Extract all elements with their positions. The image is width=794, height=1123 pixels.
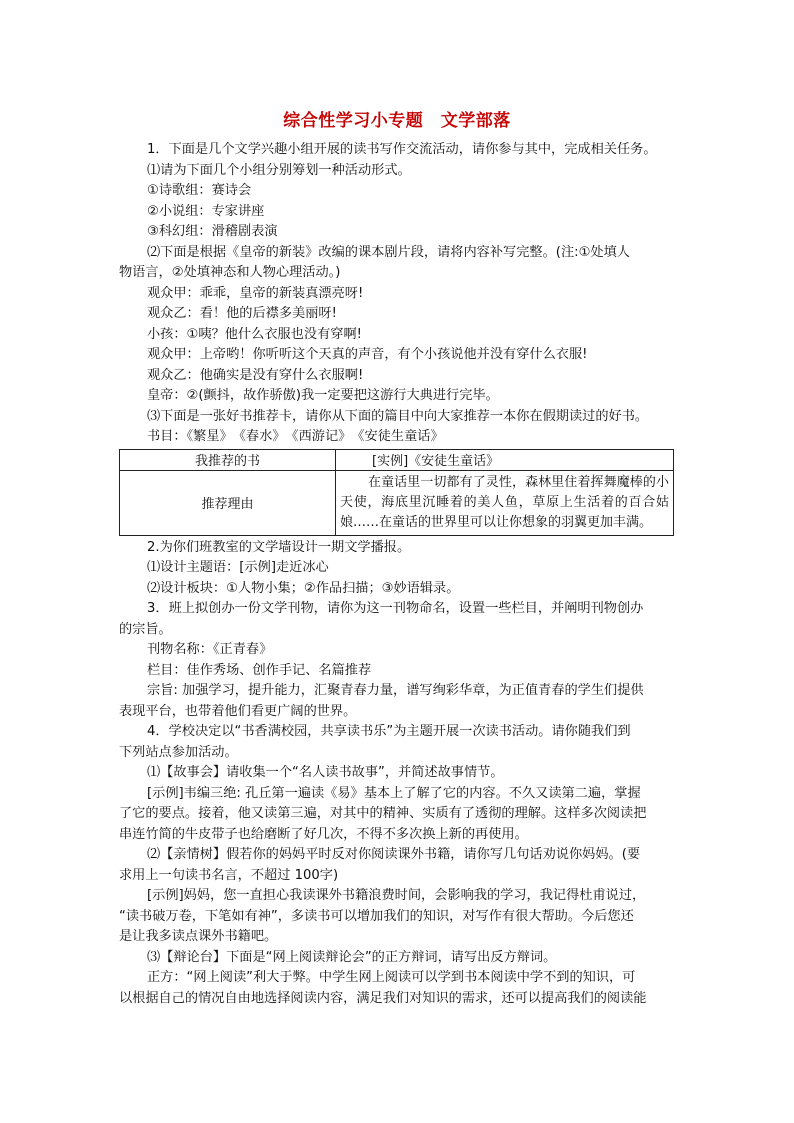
table-cell-label: 推荐理由 (120, 470, 336, 535)
q4-line: [示例]韦编三绝: 孔丘第一遍读《易》基本上了解了它的内容。不久又读第二遍，掌握 (147, 785, 641, 801)
q4-line: 正方：“网上阅读”利大于弊。中学生网上阅读可以学到书本阅读中学不到的知识，可 (147, 970, 636, 985)
q4-line: 是让我多读点课外书籍吧。 (119, 929, 278, 944)
q1-line: 物语言，②处填神态和人物心理活动。) (119, 265, 341, 280)
q4-line: “读书破万卷，下笔如有神”，多读书可以增加我们的知识，对写作有很大帮助。今后您还 (119, 908, 634, 924)
q4-line: 以根据自己的情况自由地选择阅读内容，满足我们对知识的需求，还可以提高我们的阅读能 (119, 990, 647, 1006)
q1-line: 观众乙：看！他的后襟多美丽呀! (147, 306, 337, 321)
q4-line: 4．学校决定以“书香满校园，共享读书乐”为主题开展一次读书活动。请你随我们到 (147, 724, 631, 739)
q1-line: ⑵下面是根据《皇帝的新装》改编的课本剧片段，请将内容补写完整。(注:①处填人 (147, 244, 630, 260)
table-row (120, 470, 674, 535)
q4-line: [示例]妈妈，您一直担心我读课外书籍浪费时间，会影响我的学习，我记得杜甫说过， (147, 888, 646, 903)
q2-line: ⑴设计主题语：[示例]走近冰心 (147, 560, 329, 575)
q1-line: 皇帝：②(颤抖，故作骄傲)我一定要把这游行大典进行完毕。 (147, 388, 499, 403)
q1-line: ②小说组：专家讲座 (147, 203, 265, 219)
document-body (119, 140, 674, 1009)
table-row (120, 449, 674, 470)
table-cell-reason (336, 470, 674, 535)
reason-line: 在童话里一切都有了灵性，森林里住着挥舞魔棒的小 (368, 474, 669, 490)
q1-line: 小孩：①咦？他什么衣服也没有穿啊! (147, 326, 362, 342)
q1-line: ⑴请为下面几个小组分别筹划一种活动形式。 (147, 162, 411, 178)
q4-line: 串连竹简的牛皮带子也给磨断了好几次，不得不多次换上新的再使用。 (119, 826, 528, 842)
q3-line: 刊物名称：《正青春》 (147, 642, 273, 657)
q4-line: 下列站点参加活动。 (119, 744, 238, 760)
table-cell-label: 我推荐的书 (120, 449, 336, 470)
q3-line: 栏目：佳作秀场、创作手记、名篇推荐 (147, 662, 372, 678)
q2-line: ⑵设计板块：①人物小集；②作品扫描；③妙语辑录。 (147, 580, 460, 596)
q2-line: 2.为你们班教室的文学墙设计一期文学播报。 (147, 539, 411, 555)
q1-line: 1．下面是几个文学兴趣小组开展的读书写作交流活动，请你参与其中，完成相关任务。 (147, 142, 657, 157)
page-title: 综合性学习小专题 文学部落 (283, 111, 511, 131)
q1-line: 观众乙：他确实是没有穿什么衣服啊! (147, 367, 364, 383)
q1-line: 书目：《繁星》 《春水》 《西游记》 《安徒生童话》 (147, 429, 444, 444)
q1-line: ⑶下面是一张好书推荐卡，请你从下面的篇目中向大家推荐一本你在假期读过的好书。 (147, 408, 649, 424)
table-cell-value: [实例]《安徒生童话》 (336, 449, 674, 470)
reason-line: 娘……在童话的世界里可以让你想象的羽翼更加丰满。 (340, 514, 653, 530)
q1-line: ③科幻组：滑稽剧表演 (147, 224, 278, 239)
q3-line: 宗旨: 加强学习，提升能力，汇聚青春力量，谱写绚彩华章，为正值青春的学生们提供 (147, 683, 644, 698)
q3-line: 3．班上拟创办一份文学刊物，请你为这一刊物命名，设置一些栏目，并阐明刊物创办 (147, 601, 644, 616)
q4-line: ⑵【亲情树】假若你的妈妈平时反对你阅读课外书籍，请你写几句话劝说你妈妈。(要 (147, 847, 641, 862)
q4-line: 了它的要点。接着，他又读第三遍，对其中的精神、实质有了透彻的理解。这样多次阅读把 (119, 806, 647, 821)
q3-line: 表现平台，也带着他们看更广阔的世界。 (119, 703, 357, 719)
q4-line: ⑴【故事会】请收集一个“名人读书故事”，并简述故事情节。 (147, 765, 504, 780)
q1-line: 观众甲：乖乖，皇帝的新装真漂亮呀! (147, 285, 364, 301)
q4-line: ⑶【辩论台】下面是“网上阅读辩论会”的正方辩词，请写出反方辩词。 (147, 949, 557, 965)
q3-line: 的宗旨。 (119, 621, 172, 637)
q1-line: ①诗歌组：赛诗会 (147, 183, 252, 198)
book-recommendation-table (119, 449, 674, 536)
reason-line: 天使，海底里沉睡着的美人鱼，草原上生活着的百合姑 (340, 494, 669, 510)
q4-line: 求用上一句读书名言，不超过 100字) (119, 867, 339, 883)
q1-line: 观众甲：上帝哟！你听听这个天真的声音，有个小孩说他并没有穿什么衣服! (147, 347, 588, 362)
